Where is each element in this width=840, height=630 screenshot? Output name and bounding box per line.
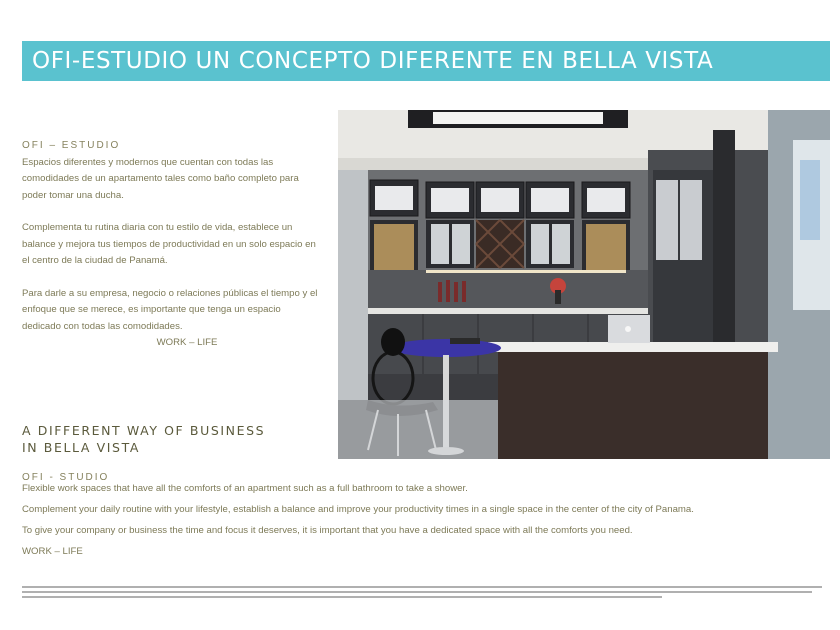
- english-line: To give your company or business the time and focus it deserves, it is important that you have a dedicated space with all the comforts you need.: [22, 525, 633, 536]
- english-title-line: IN BELLA VISTA: [22, 440, 141, 455]
- spanish-description: [22, 138, 322, 352]
- spanish-paragraph: Espacios diferentes y modernos que cuentan con todas las comodidades de un apartamento tales como baño completo para poder tomar una ducha.: [22, 156, 299, 201]
- spanish-paragraph: Para darle a su empresa, negocio o relaciones públicas el tiempo y el enfoque que se merece, es importante que tenga un espacio dedicado con todas las comodidades.: [22, 287, 318, 332]
- spanish-paragraph: Complementa tu rutina diaria con tu estilo de vida, establece un balance y mejora tus tiempos de productividad en un solo espacio en el centro de la ciudad de Panamá.: [22, 222, 316, 266]
- english-title-line: A DIFFERENT WAY OF BUSINESS: [22, 423, 266, 438]
- english-description: [22, 473, 822, 567]
- english-line: Complement your daily routine with your lifestyle, establish a balance and improve your productivity times in a single space in the center of the city of Panama.: [22, 504, 694, 515]
- spanish-heading: OFI – ESTUDIO: [22, 140, 121, 151]
- page-title: OFI-ESTUDIO UN CONCEPTO DIFERENTE EN BELLA VISTA: [32, 48, 714, 74]
- english-title: [22, 422, 265, 456]
- office-studio-illustration: [338, 110, 830, 459]
- title-banner: [22, 41, 830, 81]
- english-line: Flexible work spaces that have all the comforts of an apartment such as a full bathroom to take a shower.: [22, 483, 468, 494]
- legal-disclaimer: [22, 584, 822, 602]
- english-heading: OFI - STUDIO: [22, 472, 110, 483]
- spanish-tagline: WORK – LIFE: [156, 337, 218, 348]
- english-tagline: WORK – LIFE: [22, 546, 83, 557]
- office-studio-photo: [338, 110, 830, 459]
- fine-print-lines: [22, 584, 822, 600]
